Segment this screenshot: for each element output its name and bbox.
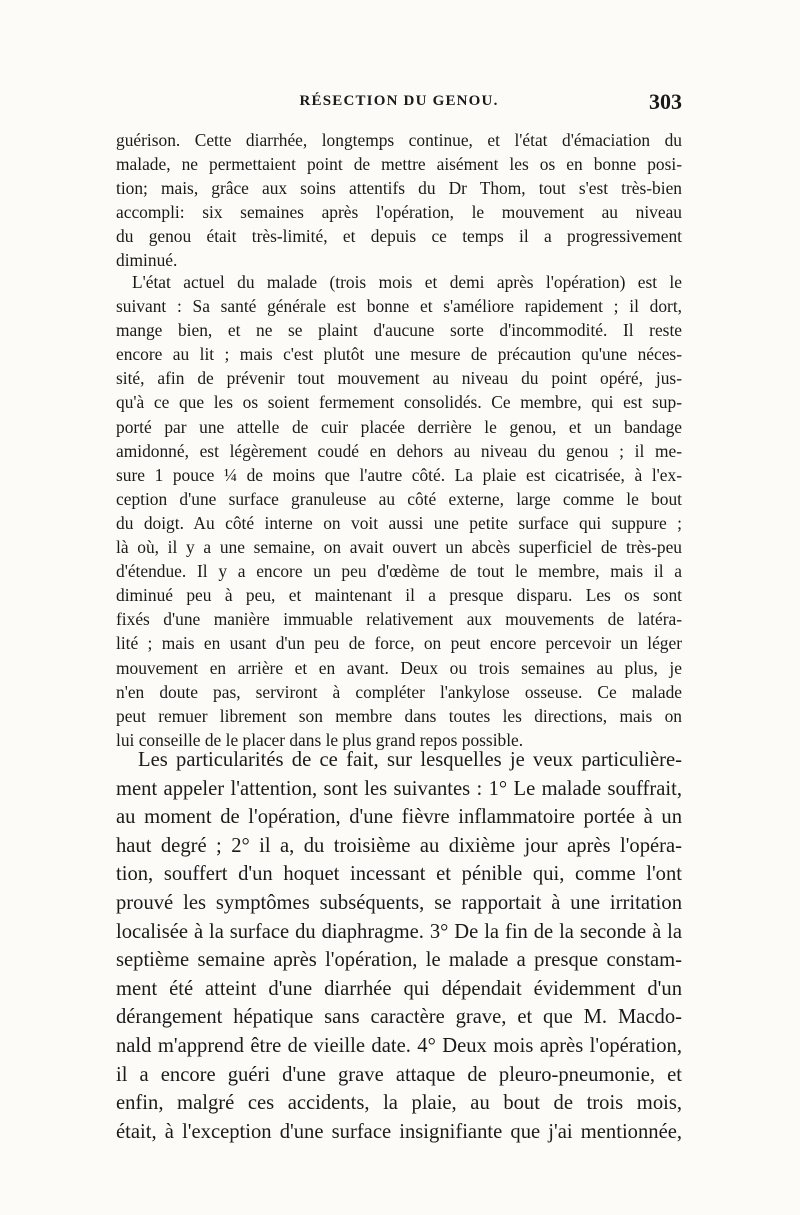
text-line: malade, ne permettaient point de mettre aisément les os en bonne posi- bbox=[116, 154, 682, 175]
text-line: n'en doute pas, serviront à compléter l'ankylose osseuse. Ce malade bbox=[116, 681, 682, 702]
page-header bbox=[116, 89, 682, 123]
paragraph-1 bbox=[116, 128, 682, 273]
text-line: mouvement en arrière et en avant. Deux ou trois semaines au plus, je bbox=[116, 657, 682, 678]
text-line: lui conseille de le placer dans le plus grand repos possible. bbox=[116, 729, 524, 750]
text-line: enfin, malgré ces accidents, la plaie, au bout de trois mois, bbox=[116, 1092, 682, 1115]
paragraph-3 bbox=[116, 746, 682, 1146]
text-line: du genou était très-limité, et depuis ce temps il a progressivement bbox=[116, 226, 682, 247]
text-line: là où, il y a une semaine, on avait ouvert un abcès superficiel de très-peu bbox=[116, 537, 682, 558]
text-line: dérangement hépatique sans caractère grave, et que M. Macdo- bbox=[116, 1006, 682, 1029]
text-line: mange bien, et ne se plaint d'aucune sorte d'incommodité. Il reste bbox=[116, 320, 682, 341]
text-line: guérison. Cette diarrhée, longtemps continue, et l'état d'émaciation du bbox=[116, 130, 682, 150]
text-line: fixés d'une manière immuable relativement aux mouvements de latéra- bbox=[116, 609, 682, 630]
text-line: accompli: six semaines après l'opération, le mouvement au niveau bbox=[116, 202, 682, 223]
text-line: tion; mais, grâce aux soins attentifs du Dr Thom, tout s'est très-bien bbox=[116, 178, 682, 199]
text-line: du doigt. Au côté interne on voit aussi une petite surface qui suppure ; bbox=[116, 512, 682, 533]
text-line: il a encore guéri d'une grave attaque de pleuro-pneumonie, et bbox=[116, 1063, 682, 1086]
text-line: encore au lit ; mais c'est plutôt une mesure de précaution qu'une néces- bbox=[116, 344, 682, 365]
text-line: tion, souffert d'un hoquet incessant et pénible qui, comme l'ont bbox=[116, 863, 682, 886]
page-number: 303 bbox=[649, 89, 682, 114]
text-line: haut degré ; 2° il a, du troisième au dixième jour après l'opéra- bbox=[116, 834, 682, 857]
text-line: était, à l'exception d'une surface insignifiante que j'ai mentionnée, bbox=[116, 1120, 682, 1143]
text-line: ment appeler l'attention, sont les suivantes : 1° Le malade souffrait, bbox=[116, 777, 682, 800]
text-line: L'état actuel du malade (trois mois et demi après l'opération) est le bbox=[132, 272, 682, 292]
text-line: lité ; mais en usant d'un peu de force, on peut encore percevoir un léger bbox=[116, 633, 682, 654]
paragraph-2 bbox=[116, 270, 682, 752]
text-line: qu'à ce que les os soient fermement consolidés. Ce membre, qui est sup- bbox=[116, 392, 682, 413]
running-title: RÉSECTION DU GENOU. bbox=[299, 93, 499, 109]
text-line: sure 1 pouce ¼ de moins que l'autre côté. La plaie est cicatrisée, à l'ex- bbox=[116, 464, 682, 485]
text-line: sité, afin de prévenir tout mouvement au niveau du point opéré, jus- bbox=[116, 368, 682, 389]
text-line: d'étendue. Il y a encore un peu d'œdème de tout le membre, mais il a bbox=[116, 561, 682, 582]
text-line: au moment de l'opération, d'une fièvre inflammatoire portée à un bbox=[116, 806, 682, 829]
text-line: peut remuer librement son membre dans toutes les directions, mais on bbox=[116, 705, 682, 726]
text-line: nald m'apprend être de vieille date. 4° Deux mois après l'opération, bbox=[116, 1034, 682, 1057]
text-line: diminué peu à peu, et maintenant il a presque disparu. Les os sont bbox=[116, 585, 682, 606]
text-line: septième semaine après l'opération, le malade a presque constam- bbox=[116, 949, 682, 972]
text-line: prouvé les symptômes subséquents, se rapportait à une irritation bbox=[116, 891, 682, 914]
text-line: amidonné, est légèrement coudé en dehors au niveau du genou ; il me- bbox=[116, 440, 682, 461]
text-line: porté par une attelle de cuir placée derrière le genou, et un bandage bbox=[116, 416, 682, 437]
text-line: suivant : Sa santé générale est bonne et s'améliore rapidement ; il dort, bbox=[116, 296, 682, 317]
text-line: ment été atteint d'une diarrhée qui dépendait évidemment d'un bbox=[116, 977, 682, 1000]
text-line: ception d'une surface granuleuse au côté externe, large comme le bout bbox=[116, 488, 682, 509]
text-line: localisée à la surface du diaphragme. 3° De la fin de la seconde à la bbox=[116, 920, 682, 943]
text-line: diminué. bbox=[116, 250, 178, 271]
text-line: Les particularités de ce fait, sur lesquelles je veux particulière- bbox=[138, 749, 682, 771]
